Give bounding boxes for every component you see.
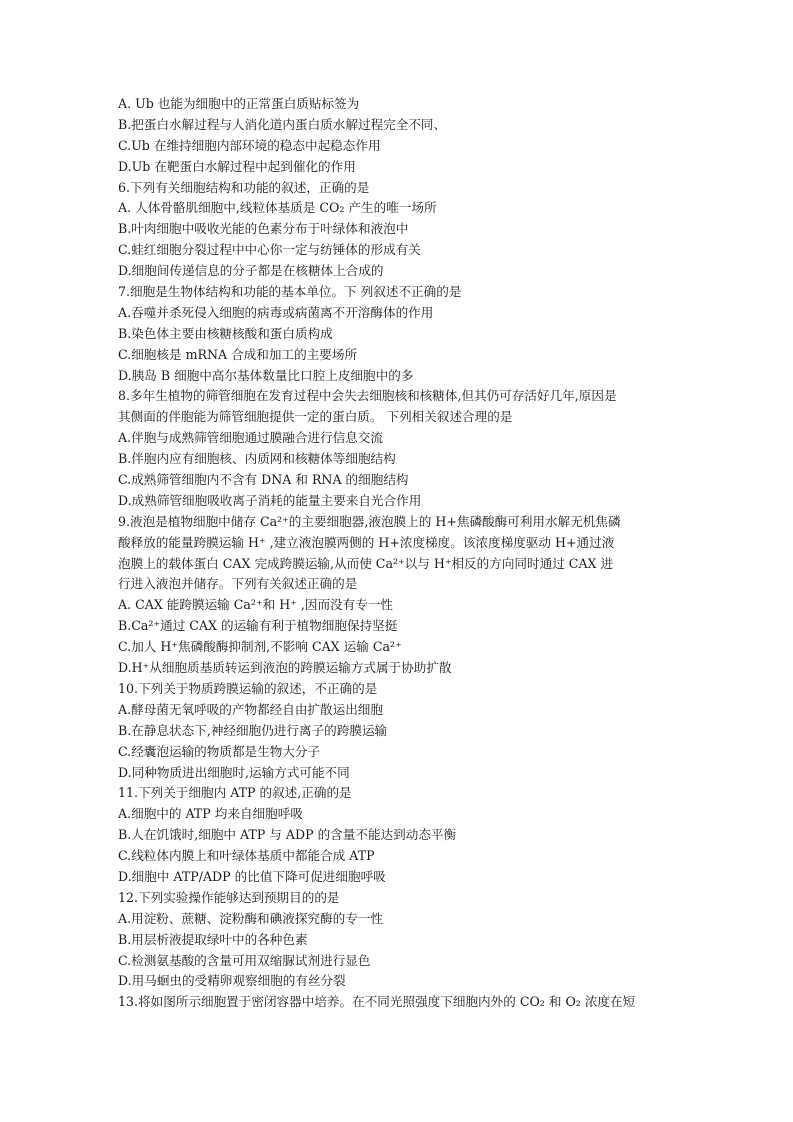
- text-line: B.在静息状态下,神经细胞仍进行离子的跨膜运输: [118, 722, 388, 738]
- text-line: A. 人体骨骼肌细胞中,线粒体基质是 CO₂ 产生的唯一场所: [118, 200, 437, 216]
- text-line: C.Ub 在维持细胞内部环境的稳态中起稳态作用: [118, 137, 381, 153]
- question-13-stem: 13.将如图所示细胞置于密闭容器中培养。在不同光照强度下细胞内外的 CO₂ 和 O₂ 浓度在短: [118, 994, 636, 1010]
- text-line: D.细胞中 ATP/ADP 的比值下降可促进细胞呼吸: [118, 868, 386, 884]
- text-line: A.吞噬并杀死侵入细胞的病毒或病菌离不开溶酶体的作用: [118, 304, 434, 320]
- text-line: D.用马蛔虫的受精卵观察细胞的有丝分裂: [118, 973, 346, 989]
- question-text: [118, 94, 688, 1013]
- text-line: D.胰岛 B 细胞中高尔基体数量比口腔上皮细胞中的多: [118, 367, 414, 383]
- question-8-stem: 8.多年生植物的筛管细胞在发育过程中会失去细胞核和核糖体,但其仍可存活好几年,原因是: [118, 388, 617, 404]
- text-line: C.细胞核是 mRNA 合成和加工的主要场所: [118, 346, 358, 362]
- text-line: C.成熟筛管细胞内不含有 DNA 和 RNA 的细胞结构: [118, 472, 409, 488]
- question-7-stem: 7.细胞是生物体结构和功能的基本单位。下 列叙述不正确的是: [118, 284, 462, 300]
- question-10-stem: 10.下列关于物质跨膜运输的叙述，不正确的是: [118, 680, 378, 696]
- question-12-stem: 12.下列实验操作能够达到预期目的的是: [118, 889, 340, 905]
- text-line: D.Ub 在靶蛋白水解过程中起到催化的作用: [118, 158, 356, 174]
- text-line: A.细胞中的 ATP 均来自细胞呼吸: [118, 806, 303, 822]
- question-6-stem: 6.下列有关细胞结构和功能的叙述，正确的是: [118, 179, 370, 195]
- text-line: D.细胞间传递信息的分子都是在核糖体上合成的: [118, 263, 384, 279]
- text-line: D.H⁺从细胞质基质转运到液泡的跨膜运输方式属于协助扩散: [118, 660, 452, 676]
- text-line: A. CAX 能跨膜运输 Ca²⁺和 H⁺ ,因而没有专一性: [118, 597, 394, 613]
- text-line: C.加人 H⁺焦磷酸酶抑制剂,不影响 CAX 运输 Ca²⁺: [118, 639, 402, 655]
- text-line: B.用层析液提取绿叶中的各种色素: [118, 931, 308, 947]
- text-line: A.酵母菌无氧呼吸的产物都经自由扩散运出细胞: [118, 701, 383, 717]
- question-9-stem: 9.液泡是植物细胞中储存 Ca²⁺的主要细胞器,液泡膜上的 H+焦磷酸酶可利用水解无机焦磷: [118, 513, 621, 529]
- text-line: A. Ub 也能为细胞中的正常蛋白质贴标签为: [118, 96, 360, 111]
- text-line: 其侧面的伴胞能为筛管细胞提供一定的蛋白质。 下列相关叙述合理的是: [118, 409, 513, 425]
- text-line: C.经囊泡运输的物质都是生物大分子: [118, 743, 321, 759]
- text-line: C.线粒体内膜上和叶绿体基质中都能合成 ATP: [118, 848, 375, 864]
- text-line: B.叶肉细胞中吸收光能的色素分布于叶绿体和液泡中: [118, 221, 409, 237]
- question-11-stem: 11.下列关于细胞内 ATP 的叙述,正确的是: [118, 785, 352, 801]
- text-line: 泡膜上的载体蛋白 CAX 完成跨膜运输,从而使 Ca²⁺以与 H⁺相反的方向同时通过 CAX 进: [118, 555, 614, 571]
- text-line: 行进入液泡并储存。下列有关叙述正确的是: [118, 576, 358, 592]
- text-line: D.成熟筛管细胞吸收离子消耗的能量主要来自光合作用: [118, 492, 422, 508]
- text-line: B.伴胞内应有细胞核、内质网和核糖体等细胞结构: [118, 451, 396, 467]
- text-line: C.检测氨基酸的含量可用双缩脲试剂进行显色: [118, 952, 371, 968]
- text-line: B.Ca²⁺通过 CAX 的运输有利于植物细胞保持坚挺: [118, 618, 398, 634]
- text-line: A.用淀粉、蔗糖、淀粉酶和碘液探究酶的专一性: [118, 910, 383, 926]
- text-line: A.伴胞与成熟筛管细胞通过膜融合进行信息交流: [118, 430, 383, 446]
- text-line: B.把蛋白水解过程与人消化道内蛋白质水解过程完全不同、: [118, 116, 447, 132]
- text-line: B.人在饥饿时,细胞中 ATP 与 ADP 的含量不能达到动态平衡: [118, 827, 457, 843]
- text-line: B.染色体主要由核糖核酸和蛋白质构成: [118, 325, 333, 341]
- text-line: D.同种物质进出细胞时,运输方式可能不同: [118, 764, 350, 780]
- text-line: C.蛙红细胞分裂过程中中心你一定与纺锤体的形成有关: [118, 242, 421, 258]
- text-line: 酸释放的能量跨膜运输 H⁺ ,建立液泡膜两侧的 H+浓度梯度。该浓度梯度驱动 H+通过液: [118, 534, 615, 550]
